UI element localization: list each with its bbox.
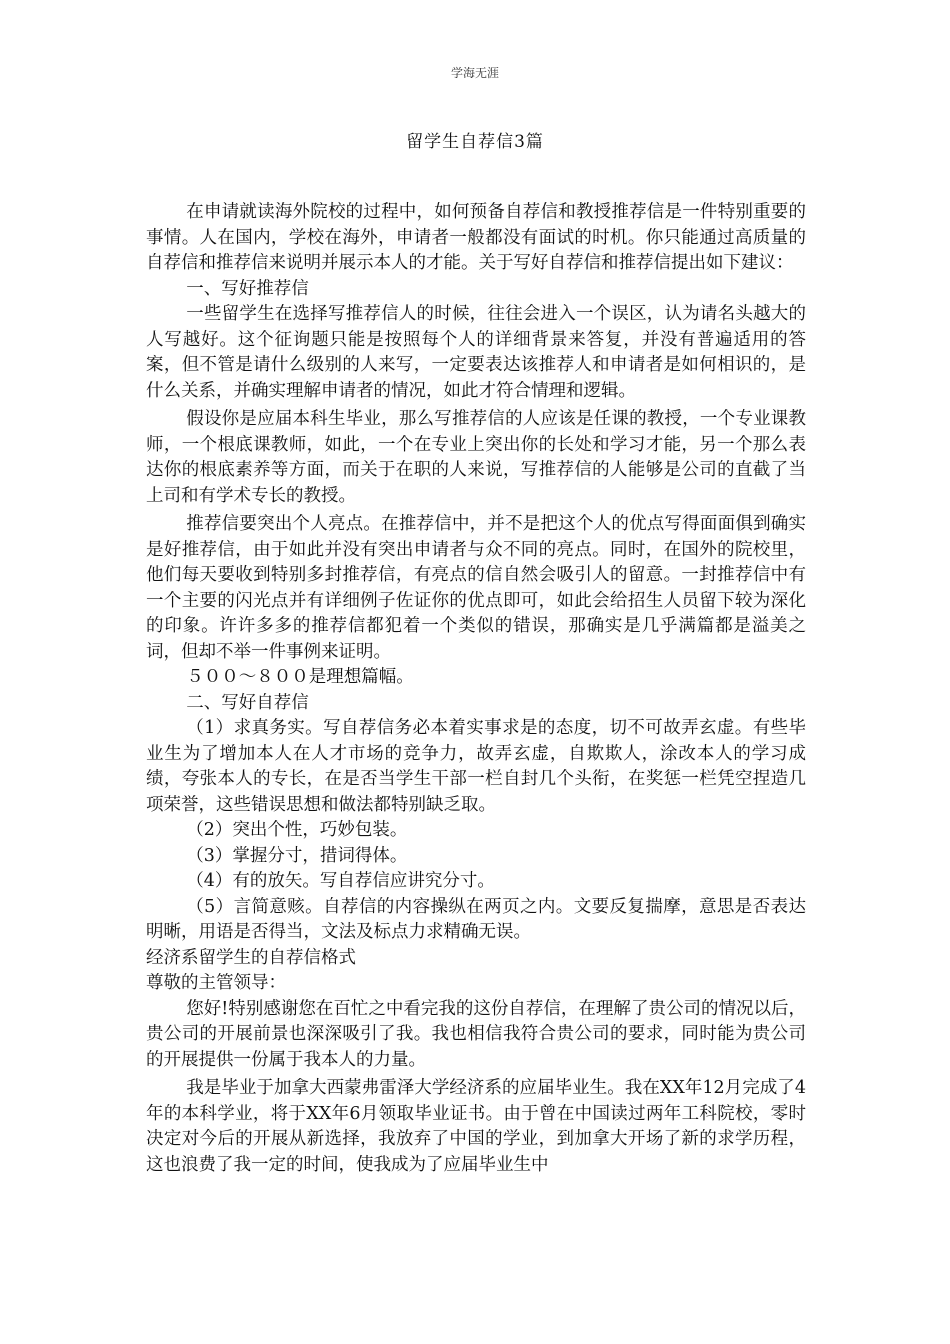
document-title: 留学生自荐信3篇 bbox=[406, 132, 544, 152]
paragraph: 推荐信要突出个人亮点。在推荐信中，并不是把这个人的优点写得面面俱到确实是好推荐信，由于如此并没有突出申请者与众不同的亮点。同时，在国外的院校里，他们每天要收到特别多封推荐信，有亮点的信自然会吸引人的留意。一封推荐信中有一个主要的闪光点并有详细例子佐证你的优点即可，如此会给招生人员留下较为深化的印象。许许多多的推荐信都犯着一个类似的错误，那确实是几乎满篇都是溢美之词，但却不举一件事例来证明。 bbox=[146, 514, 806, 662]
list-item: （1）求真务实。写自荐信务必本着实事求是的态度，切不可故弄玄虚。有些毕业生为了增加本人在人才市场的竞争力，故弄玄虚，自欺欺人，涂改本人的学习成绩，夸张本人的专长，在是否当学生干部一栏自封几个头衔，在奖惩一栏凭空捏造几项荣誉，这些错误思想和做法都特别缺乏取。 bbox=[146, 718, 806, 815]
paragraph-length-note: ５００～８００是理想篇幅。 bbox=[186, 667, 414, 687]
list-item: （2）突出个性，巧妙包装。 bbox=[186, 820, 408, 840]
letter-salutation: 尊敬的主管领导： bbox=[146, 973, 286, 993]
list-item: （4）有的放矢。写自荐信应讲究分寸。 bbox=[186, 871, 495, 891]
paragraph: 我是毕业于加拿大西蒙弗雷泽大学经济系的应届毕业生。我在XX年12月完成了4年的本科学业，将于XX年6月领取毕业证书。由于曾在中国读过两年工科院校，零时决定对今后的开展从新选择，我放弃了中国的学业，到加拿大开场了新的求学历程，这也浪费了我一定的时间，使我成为了应届毕业生中 bbox=[146, 1078, 806, 1175]
list-item: （3）掌握分寸，措词得体。 bbox=[186, 845, 408, 866]
list-item: （5）言简意赅。自荐信的内容操纵在两页之内。文要反复揣摩，意思是否表达明晰，用语是否得当，文法及标点力求精确无误。 bbox=[146, 896, 806, 942]
document-body bbox=[146, 200, 806, 1178]
paragraph: 一些留学生在选择写推荐信人的时候，往往会进入一个误区，认为请名头越大的人写越好。这个征询题只能是按照每个人的详细背景来答复，并没有普遍适用的答案，但不管是请什么级别的人来写，一定要表达该推荐人和申请者是如何相识的，是什么关系，并确实理解申请者的情况，如此才符合情理和逻辑。 bbox=[146, 304, 806, 401]
paragraph: 您好!特别感谢您在百忙之中看完我的这份自荐信，在理解了贵公司的情况以后，贵公司的开展前景也深深吸引了我。我也相信我符合贵公司的要求，同时能为贵公司的开展提供一份属于我本人的力量。 bbox=[146, 998, 806, 1070]
section-heading-recommendation: 一、写好推荐信 bbox=[186, 278, 309, 299]
paragraph-intro: 在申请就读海外院校的过程中，如何预备自荐信和教授推荐信是一件特别重要的事情。人在国内，学校在海外，申请者一般都没有面试的时机。你只能通过高质量的自荐信和推荐信来说明并展示本人的才能。关于写好自荐信和推荐信提出如下建议： bbox=[146, 202, 806, 273]
paragraph: 假设你是应届本科生毕业，那么写推荐信的人应该是任课的教授，一个专业课教师，一个根底课教师，如此，一个在专业上突出你的长处和学习才能，另一个那么表达你的根底素养等方面，而关于在职的人来说，写推荐信的人能够是公司的直截了当上司和有学术专长的教授。 bbox=[146, 409, 806, 506]
page-header: 学海无涯 bbox=[450, 66, 499, 80]
subtitle-economics-letter: 经济系留学生的自荐信格式 bbox=[146, 947, 356, 968]
section-heading-self-recommendation: 二、写好自荐信 bbox=[186, 692, 309, 713]
